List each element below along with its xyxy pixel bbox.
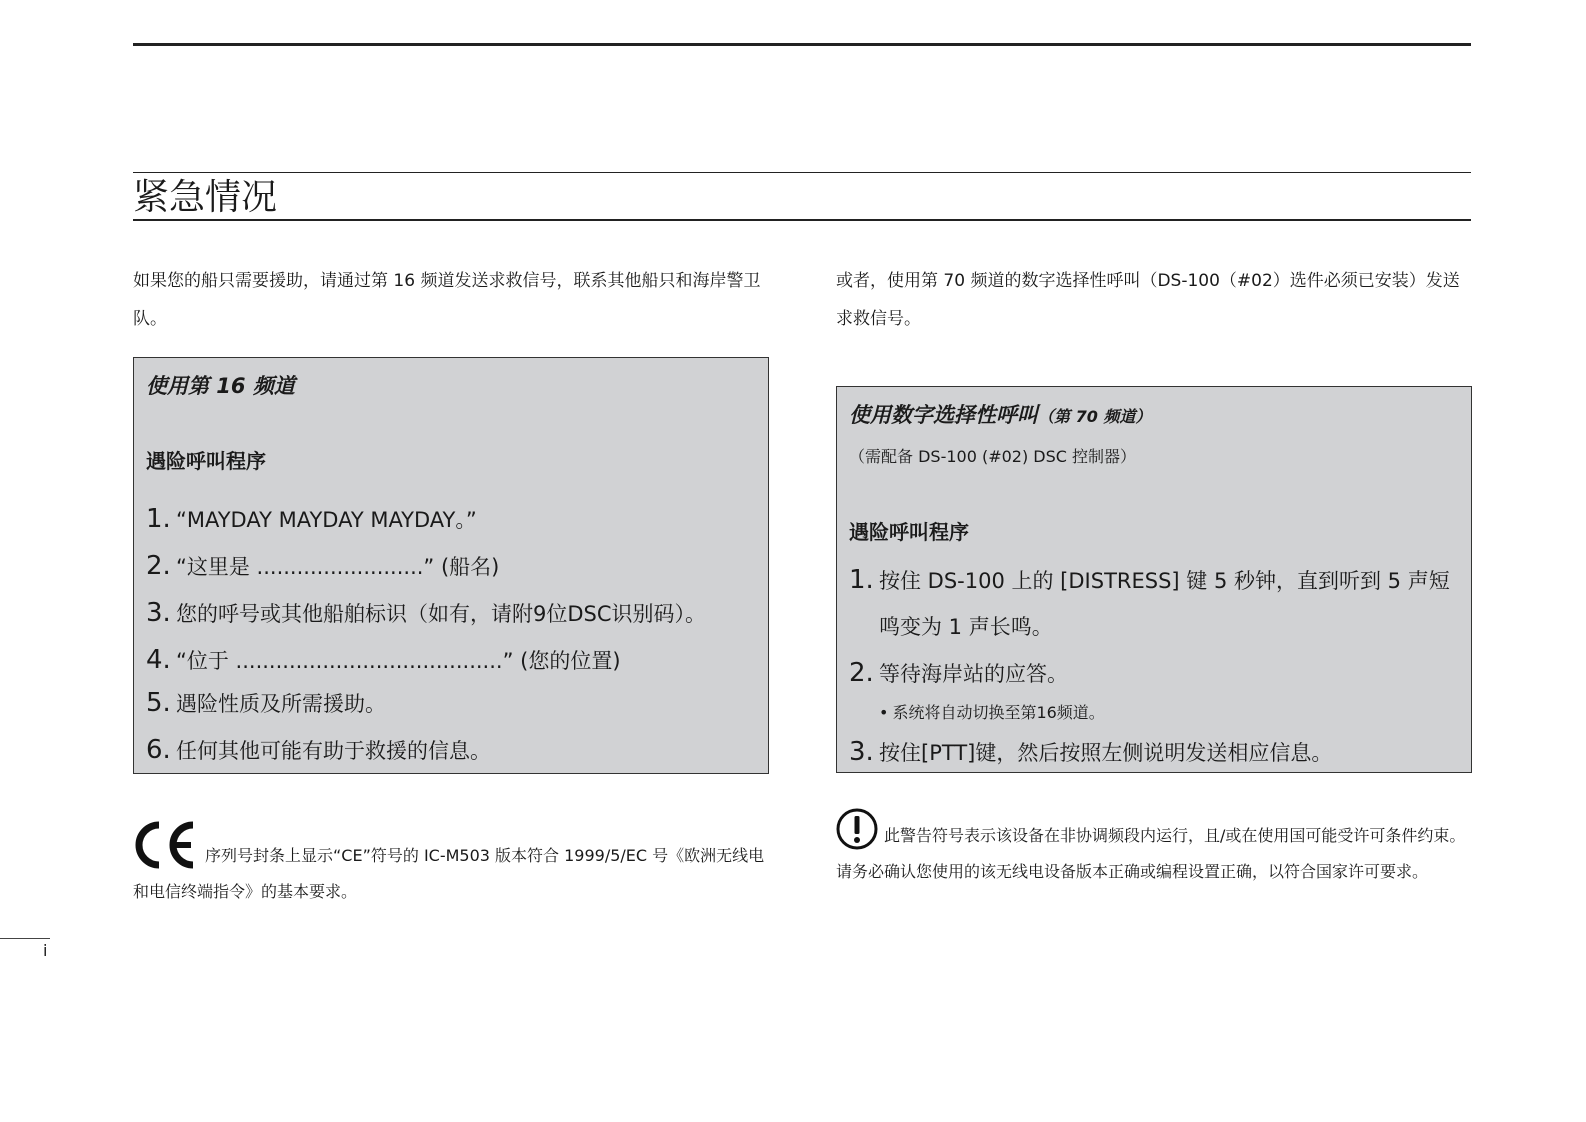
channel16-title: 使用第 16 频道: [146, 374, 295, 398]
channel16-steps: [146, 498, 756, 772]
step-text: “位于 ........................................” (您的位置): [176, 649, 621, 673]
step-number: 3.: [849, 737, 874, 767]
list-item: [146, 729, 756, 772]
step-text: 按住[PTT]键，然后按照左侧说明发送相应信息。: [879, 741, 1333, 765]
bullet-dot-icon: •: [879, 703, 889, 722]
dsc-title: [849, 399, 1459, 433]
dsc-title-main: 使用数字选择性呼叫: [849, 403, 1038, 427]
warning-note-text: 此警告符号表示该设备在非协调频段内运行，且/或在使用国可能受许可条件约束。请务必确认您使用的该无线电设备版本正确或编程设置正确，以符合国家许可要求。: [836, 826, 1466, 881]
ce-note: [133, 820, 773, 910]
dsc-box: [836, 386, 1472, 773]
step-text: 按住 DS-100 上的 [DISTRESS] 键 5 秒钟，直到听到 5 声短鸣变为 1 声长鸣。: [879, 569, 1450, 639]
list-item: [849, 557, 1459, 650]
step-number: 5.: [146, 688, 171, 718]
step-number: 1.: [849, 565, 874, 595]
dsc-bullet: [879, 697, 1459, 729]
step-number: 6.: [146, 735, 171, 765]
dsc-steps: [849, 557, 1459, 697]
alert-circle-icon: [836, 808, 878, 854]
step-number: 4.: [146, 645, 171, 675]
list-item: [146, 545, 756, 588]
dsc-procedure-title: 遇险呼叫程序: [849, 520, 969, 544]
page-title: 紧急情况: [133, 177, 278, 218]
step-text: “这里是 .........................” (船名): [176, 555, 500, 579]
channel16-box: [133, 357, 769, 774]
list-item: [146, 639, 756, 682]
step-number: 2.: [849, 658, 874, 688]
warning-note: [836, 808, 1476, 890]
channel16-procedure-title: 遇险呼叫程序: [146, 449, 266, 473]
step-text: 您的呼号或其他船舶标识（如有，请附9位DSC识别码）。: [176, 602, 707, 626]
page-number: i: [43, 941, 48, 960]
list-item: [849, 729, 1459, 776]
ce-note-text: 序列号封条上显示“CE”符号的 IC-M503 版本符合 1999/5/EC 号《欧洲无线电和电信终端指令》的基本要求。: [133, 846, 765, 901]
title-rule-bottom: [133, 219, 1471, 221]
list-item: [146, 498, 756, 541]
step-text: 遇险性质及所需援助。: [176, 692, 386, 716]
step-text: 任何其他可能有助于救援的信息。: [176, 739, 491, 763]
intro-right: 或者，使用第 70 频道的数字选择性呼叫（DS-100（#02）选件必须已安装）发送求救信号。: [836, 271, 1460, 329]
step-number: 3.: [146, 598, 171, 628]
page-number-rule: [0, 938, 50, 939]
step-text: “MAYDAY MAYDAY MAYDAY。”: [176, 508, 477, 532]
step-text: 等待海岸站的应答。: [879, 662, 1068, 686]
title-rule-top: [133, 172, 1471, 173]
list-item: [849, 650, 1459, 697]
intro-left: 如果您的船只需要援助，请通过第 16 频道发送求救信号，联系其他船只和海岸警卫队。: [133, 271, 761, 329]
list-item: [146, 592, 756, 635]
top-rule: [133, 43, 1471, 46]
ce-mark-icon: [133, 820, 199, 874]
list-item: [146, 682, 756, 725]
dsc-steps-cont: [849, 729, 1459, 776]
step-number: 2.: [146, 551, 171, 581]
dsc-bullet-text: 系统将自动切换至第16频道。: [892, 703, 1105, 722]
dsc-subtitle: （需配备 DS-100 (#02) DSC 控制器）: [849, 447, 1137, 466]
dsc-title-suffix: （第 70 频道）: [1038, 407, 1152, 426]
step-number: 1.: [146, 504, 171, 534]
